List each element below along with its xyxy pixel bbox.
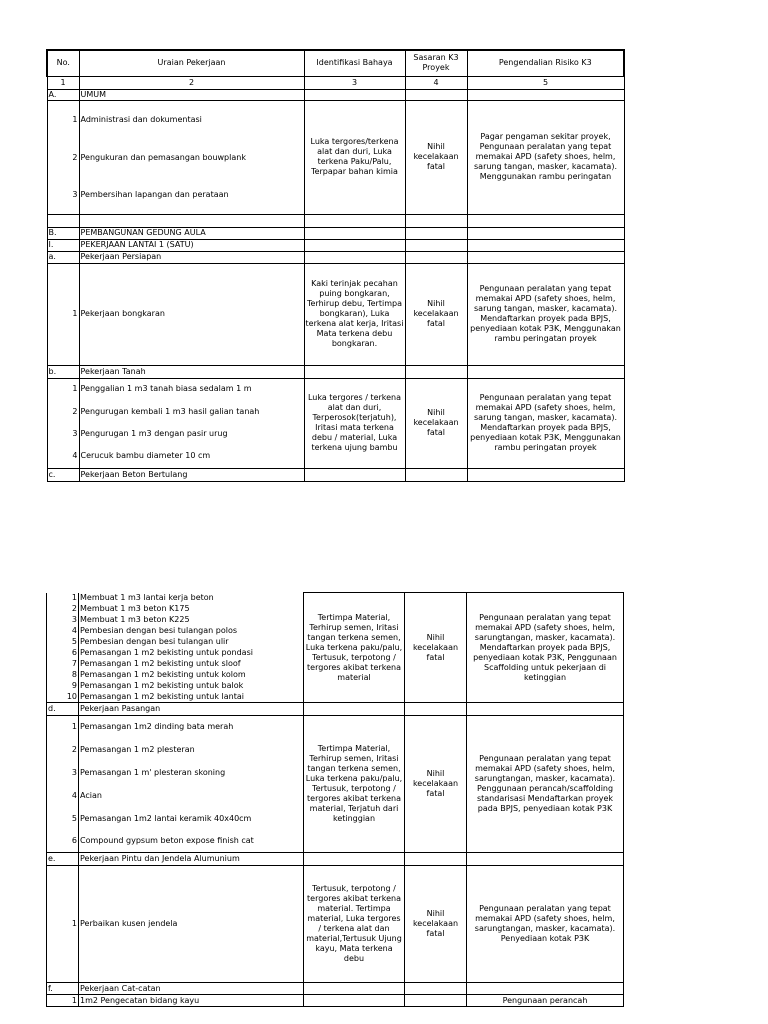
section-a-item-no: 2: [47, 140, 79, 176]
group-c-item-text: Membuat 1 m3 beton K225: [79, 615, 304, 626]
header-pengendalian: Pengendalian Risiko K3: [467, 50, 624, 76]
group-d-item-no: 2: [47, 739, 79, 762]
group-d-item-no: 3: [47, 762, 79, 785]
group-a-hazard: Kaki terinjak pecahan puing bongkaran, Terhirup debu, Tertimpa bongkaran), Luka terkena alat kerja, Iritasi Mata terkena debu bongkaran.: [304, 263, 405, 365]
group-b-item-text: Cerucuk bambu diameter 10 cm: [79, 445, 304, 468]
group-c-item-no: 4: [47, 626, 79, 637]
group-d-item-text: Pemasangan 1m2 lantai keramik 40x40cm: [79, 808, 304, 831]
group-c-control: Pengunaan peralatan yang tepat memakai APD (safety shoes, helm, sarungtangan, masker, kacamata). Mendaftarkan proyek pada BPJS, penyediaan kotak P3K, Penggunaan Scaffolding untuk pekerjaan di ketinggian: [467, 593, 624, 703]
group-d-item-text: Compound gypsum beton expose finish cat: [79, 831, 304, 853]
group-c-item-no: 7: [47, 659, 79, 670]
section-b-title: PEMBANGUNAN GEDUNG AULA: [79, 227, 304, 239]
group-e-title: Pekerjaan Pintu dan Jendela Alumunium: [79, 853, 304, 866]
section-a-code: A.: [47, 89, 79, 100]
section-b1-code: I.: [47, 239, 79, 251]
group-b-item-text: Pengurugan kembali 1 m3 hasil galian tanah: [79, 400, 304, 423]
group-c-item-text: Pembesian dengan besi tulangan polos: [79, 626, 304, 637]
risk-table-part-2: [46, 592, 624, 1007]
group-c-item-no: 10: [47, 692, 79, 703]
group-a-title: Pekerjaan Persiapan: [79, 251, 304, 263]
group-c-item-no: 1: [47, 593, 79, 604]
group-d-item-text: Pemasangan 1m2 dinding bata merah: [79, 716, 304, 739]
group-d-item-no: 1: [47, 716, 79, 739]
group-a-control: Pengunaan peralatan yang tepat memakai APD (safety shoes, helm, sarung tangan, masker, kacamata). Mendaftarkan proyek pada BPJS, penyediaan kotak P3K, Menggunakan rambu peringatan proyek: [467, 263, 624, 365]
group-c-item-text: Membuat 1 m3 lantai kerja beton: [79, 593, 304, 604]
section-a-item-no: 3: [47, 176, 79, 214]
risk-table-part-1: [46, 49, 625, 482]
section-b-code: B.: [47, 227, 79, 239]
group-e-code: e.: [47, 853, 79, 866]
group-b-item-text: Penggalian 1 m3 tanah biasa sedalam 1 m: [79, 378, 304, 400]
group-d-target: Nihil kecelakaan fatal: [405, 716, 467, 853]
group-c-item-no: 6: [47, 648, 79, 659]
section-b1-title: PEKERJAAN LANTAI 1 (SATU): [79, 239, 304, 251]
group-d-item-text: Pemasangan 1 m2 plesteran: [79, 739, 304, 762]
group-c-target: Nihil kecelakaan fatal: [405, 593, 467, 703]
group-b-target: Nihil kecelakaan fatal: [405, 378, 467, 468]
col-number-4: 4: [405, 76, 467, 89]
group-c-item-no: 2: [47, 604, 79, 615]
group-d-item-no: 6: [47, 831, 79, 853]
group-c-title: Pekerjaan Beton Bertulang: [79, 468, 304, 481]
group-d-item-no: 5: [47, 808, 79, 831]
group-e-hazard: Tertusuk, terpotong / tergores akibat terkena material. Tertimpa material, Luka tergores / terkena alat dan material,Tertusuk Ujung kayu, Mata terkena debu: [304, 866, 405, 983]
header-identifikasi: Identifikasi Bahaya: [304, 50, 405, 76]
group-c-item-no: 5: [47, 637, 79, 648]
group-e-item-text: Perbaikan kusen jendela: [79, 866, 304, 983]
group-c-item-text: Pemasangan 1 m2 bekisting untuk pondasi: [79, 648, 304, 659]
group-a-item-text: Pekerjaan bongkaran: [79, 263, 304, 365]
group-c-item-no: 8: [47, 670, 79, 681]
group-a-target: Nihil kecelakaan fatal: [405, 263, 467, 365]
header-no: No.: [47, 50, 79, 76]
group-b-item-no: 4: [47, 445, 79, 468]
group-b-code: b.: [47, 365, 79, 378]
section-a-title: UMUM: [79, 89, 304, 100]
group-c-item-text: Pemasangan 1 m2 bekisting untuk balok: [79, 681, 304, 692]
group-a-item-no: 1: [47, 263, 79, 365]
col-number-2: 2: [79, 76, 304, 89]
header-uraian: Uraian Pekerjaan: [79, 50, 304, 76]
col-number-3: 3: [304, 76, 405, 89]
section-a-item-no: 1: [47, 100, 79, 140]
group-b-item-text: Pengurugan 1 m3 dengan pasir urug: [79, 423, 304, 445]
group-c-item-text: Membuat 1 m3 beton K175: [79, 604, 304, 615]
group-c-item-no: 3: [47, 615, 79, 626]
header-sasaran: Sasaran K3 Proyek: [405, 50, 467, 76]
group-c-code: c.: [47, 468, 79, 481]
group-c-item-text: Pemasangan 1 m2 bekisting untuk kolom: [79, 670, 304, 681]
group-e-target: Nihil kecelakaan fatal: [405, 866, 467, 983]
group-a-code: a.: [47, 251, 79, 263]
col-number-5: 5: [467, 76, 624, 89]
section-a-item-text: Pembersihan lapangan dan perataan: [79, 176, 304, 214]
group-d-item-text: Acian: [79, 785, 304, 808]
group-d-control: Pengunaan peralatan yang tepat memakai APD (safety shoes, helm, sarungtangan, masker, kacamata). Penggunaan perancah/scaffolding standarisasi Mendaftarkan proyek pada BPJS, penyediaan kotak P3K: [467, 716, 624, 853]
group-b-item-no: 2: [47, 400, 79, 423]
section-a-target: Nihil kecelakaan fatal: [405, 100, 467, 214]
group-c-item-text: Pemasangan 1 m2 bekisting untuk sloof: [79, 659, 304, 670]
section-a-item-text: Pengukuran dan pemasangan bouwplank: [79, 140, 304, 176]
group-f-control: Pengunaan perancah: [467, 995, 624, 1007]
group-d-item-no: 4: [47, 785, 79, 808]
section-a-item-text: Administrasi dan dokumentasi: [79, 100, 304, 140]
col-number-1: 1: [47, 76, 79, 89]
group-d-title: Pekerjaan Pasangan: [79, 703, 304, 716]
group-c-hazard: Tertimpa Material, Terhirup semen, Iritasi tangan terkena semen, Luka terkena paku/palu, Tertusuk, terpotong / tergores akibat terkena material: [304, 593, 405, 703]
group-b-item-no: 3: [47, 423, 79, 445]
section-a-control: Pagar pengaman sekitar proyek, Pengunaan peralatan yang tepat memakai APD (safety shoes, helm, sarung tangan, masker, kacamata). Menggunakan rambu peringatan: [467, 100, 624, 214]
group-d-item-text: Pemasangan 1 m' plesteran skoning: [79, 762, 304, 785]
group-f-title: Pekerjaan Cat-catan: [79, 983, 304, 995]
group-e-item-no: 1: [47, 866, 79, 983]
group-b-control: Pengunaan peralatan yang tepat memakai APD (safety shoes, helm, sarung tangan, masker, kacamata). Mendaftarkan proyek pada BPJS, penyediaan kotak P3K, Menggunakan rambu peringatan proyek: [467, 378, 624, 468]
group-c-item-no: 9: [47, 681, 79, 692]
group-f-item-text: 1m2 Pengecatan bidang kayu: [79, 995, 304, 1007]
group-d-code: d.: [47, 703, 79, 716]
group-d-hazard: Tertimpa Material, Terhirup semen, Iritasi tangan terkena semen, Luka terkena paku/palu, Tertusuk, terpotong / tergores akibat terkena material, Terjatuh dari ketinggian: [304, 716, 405, 853]
group-f-code: f.: [47, 983, 79, 995]
group-b-title: Pekerjaan Tanah: [79, 365, 304, 378]
section-a-hazard: Luka tergores/terkena alat dan duri, Luka terkena Paku/Palu, Terpapar bahan kimia: [304, 100, 405, 214]
group-c-item-text: Pembesian dengan besi tulangan ulir: [79, 637, 304, 648]
group-c-item-text: Pemasangan 1 m2 bekisting untuk lantai: [79, 692, 304, 703]
group-b-item-no: 1: [47, 378, 79, 400]
group-f-item-no: 1: [47, 995, 79, 1007]
group-b-hazard: Luka tergores / terkena alat dan duri, Terperosok(terjatuh), Iritasi mata terkena debu / material, Luka terkena ujung bambu: [304, 378, 405, 468]
group-e-control: Pengunaan peralatan yang tepat memakai APD (safety shoes, helm, sarungtangan, masker, kacamata). Penyediaan kotak P3K: [467, 866, 624, 983]
